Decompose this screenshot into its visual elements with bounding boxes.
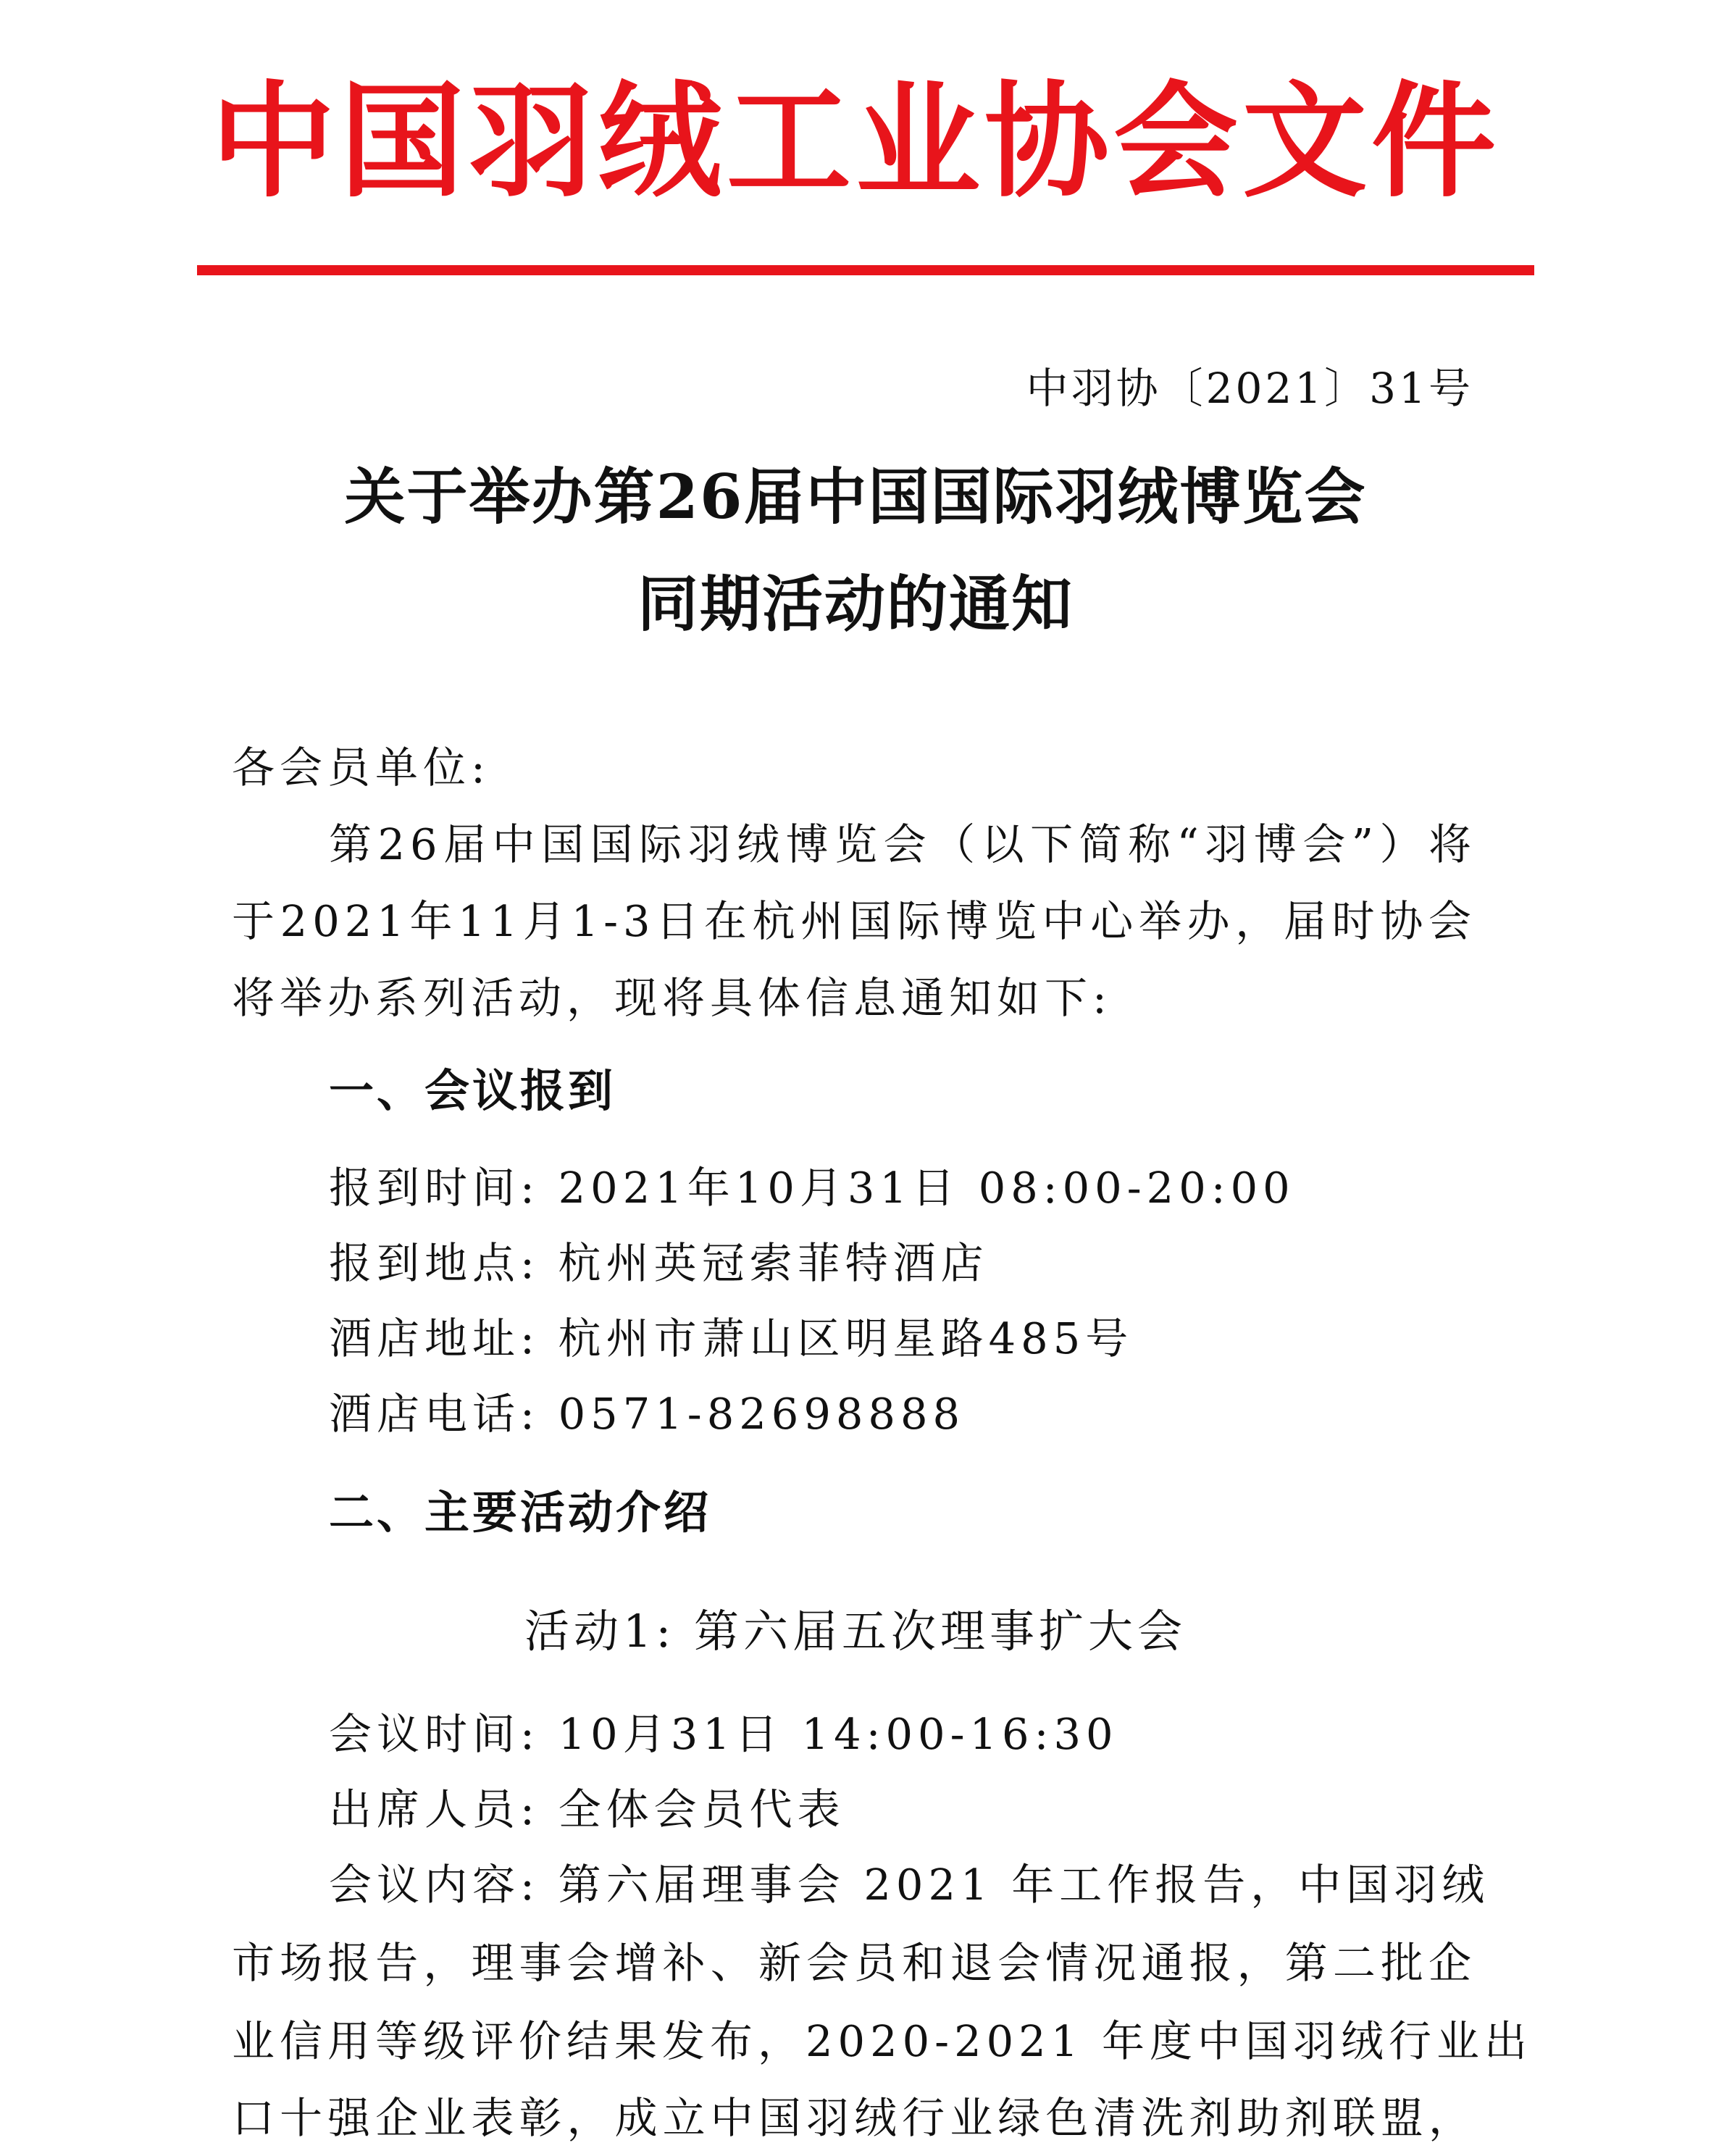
masthead-title: 中国羽绒工业协会文件 — [211, 67, 1500, 214]
intro-line-1: 第26届中国国际羽绒博览会（以下简称“羽博会”）将 — [329, 819, 1476, 869]
meeting-time: 会议时间: 10月31日 14:00-16:30 — [329, 1709, 1118, 1759]
meeting-content-line-3: 业信用等级评价结果发布，2020-2021 年度中国羽绒行业出 — [232, 2016, 1532, 2066]
hotel-phone: 酒店电话: 0571-82698888 — [329, 1389, 966, 1439]
notice-title-line-1: 关于举办第26届中国国际羽绒博览会 — [344, 461, 1367, 532]
meeting-content-line-4: 口十强企业表彰，成立中国羽绒行业绿色清洗剂助剂联盟， — [232, 2093, 1476, 2143]
attendees: 出席人员: 全体会员代表 — [329, 1784, 845, 1834]
hotel-address: 酒店地址: 杭州市萧山区明星路485号 — [329, 1313, 1134, 1363]
registration-location: 报到地点: 杭州英冠索菲特酒店 — [329, 1238, 989, 1288]
intro-line-3: 将举办系列活动，现将具体信息通知如下: — [232, 973, 1112, 1023]
activity-1-title: 活动1: 第六届五次理事扩大会 — [524, 1605, 1187, 1658]
document-number: 中羽协〔2021〕31号 — [1026, 364, 1473, 413]
notice-title-line-2: 同期活动的通知 — [637, 568, 1074, 640]
meeting-content-line-2: 市场报告，理事会增补、新会员和退会情况通报，第二批企 — [232, 1938, 1476, 1988]
intro-line-2: 于2021年11月1-3日在杭州国际博览中心举办，届时协会 — [232, 896, 1476, 946]
meeting-content-line-1: 会议内容: 第六届理事会 2021 年工作报告，中国羽绒 — [329, 1860, 1490, 1910]
red-divider-line — [197, 265, 1534, 275]
section-2-heading: 二、主要活动介绍 — [329, 1486, 712, 1539]
registration-time: 报到时间: 2021年10月31日 08:00-20:00 — [329, 1163, 1295, 1213]
section-1-heading: 一、会议报到 — [329, 1064, 616, 1117]
salutation: 各会员单位: — [232, 743, 490, 793]
